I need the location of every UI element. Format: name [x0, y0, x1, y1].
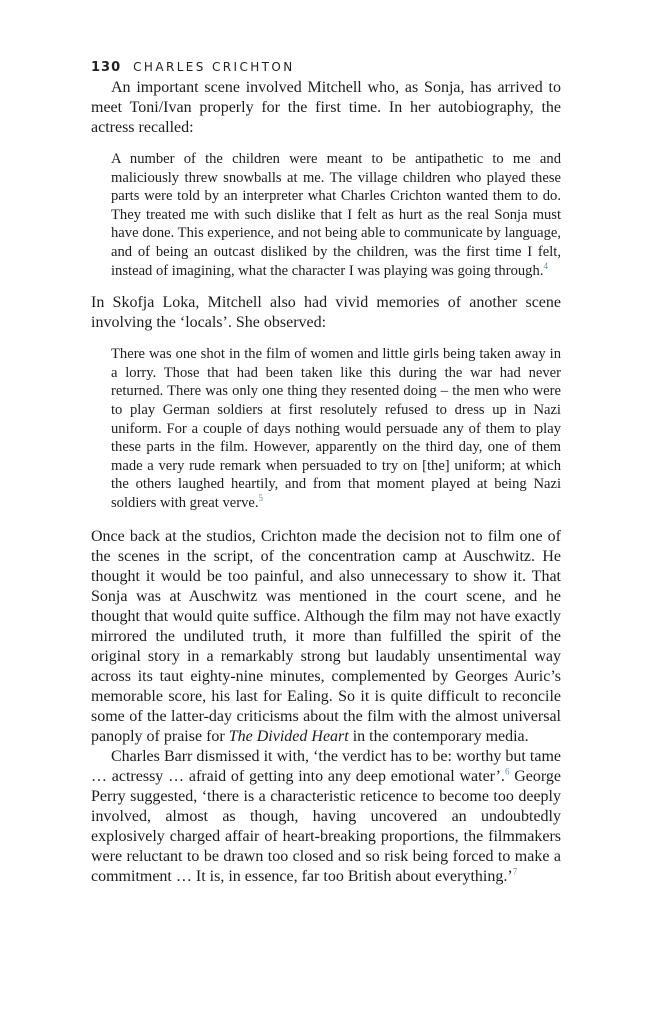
paragraph-critics [91, 747, 561, 887]
paragraph-studios-text-2: in the contemporary media. [348, 727, 529, 745]
paragraph-critics-text-2: George Perry suggested, ‘there is a characteristic reticence to become too deeply involved, almost as though, having uncovered an undoubtedly explosively charged affair of heart-breaking proportions, the filmmakers were reluctant to be drawn too closed and so risk being forced to make a commitment … It is, in essence, far too British about everything.’ [91, 767, 562, 885]
film-title: The Divided Heart [228, 727, 349, 745]
paragraph-intro: An important scene involved Mitchell who, as Sonja, has arrived to meet Toni/Ivan properly for the first time. In her autobiography, the actress recalled: [91, 79, 561, 136]
paragraph-studios [91, 527, 561, 747]
footnote-marker-6: 6 [504, 766, 510, 777]
block-quote-snowballs [111, 150, 561, 280]
running-title: CHARLES CRICHTON [133, 60, 295, 74]
paragraph-critics-text-1: Charles Barr dismissed it with, ‘the verdict has to be: worthy but tame … actressy … afraid of getting into any deep emotional water’. [91, 747, 561, 785]
running-head [91, 56, 561, 78]
block-quote-nazi-uniform [111, 345, 561, 512]
block-quote-nazi-uniform-text: There was one shot in the film of women and little girls being taken away in a lorry. Those that had been taken like this during the war had never returned. There was only one thing they resented doing – the men who were to play German soldiers at first resolutely refused to dress up in Nazi uniform. For a couple of days nothing would persuade any of them to play these parts in the film. However, apparently on the third day, one of them made a very rude remark when persuaded to try on [the] uniform; at which the others laughed heartily, and from that moment played at being Nazi soldiers with great verve. [111, 346, 561, 511]
page-number: 130 [91, 60, 122, 75]
block-quote-snowballs-text: A number of the children were meant to be antipathetic to me and maliciously threw snowballs at me. The village children who played these parts were told by an interpreter what Charles Crichton wanted them to do. They treated me with such dislike that I felt as hurt as the real Sonja must have done. This experience, and not being able to communicate by language, and of being an outcast disliked by the children, was the first time I felt, instead of imagining, what the character I was playing was going through. [111, 151, 561, 279]
paragraph-skofja-loka: In Skofja Loka, Mitchell also had vivid memories of another scene involving the ‘locals’. She observed: [91, 294, 561, 332]
book-page [91, 56, 561, 887]
footnote-marker-5: 5 [258, 493, 264, 504]
paragraph-studios-text-1: Once back at the studios, Crichton made the decision not to film one of the scenes in the script, of the concentration camp at Auschwitz. He thought it would be too painful, and also unnecessary to show it. That Sonja was at Auschwitz was mentioned in the court scene, and he thought that would quite suffice. Although the film may not have exactly mirrored the undiluted truth, it more than fulfilled the spirit of the original story in a remarkably strong but laudably unsentimental way across its taut eighty-nine minutes, complemented by Georges Auric’s memorable score, his last for Ealing. So it is quite difficult to reconcile some of the latter-day criticisms about the film with the almost universal panoply of praise for [91, 527, 561, 745]
footnote-marker-7: 7 [512, 866, 518, 877]
footnote-marker-4: 4 [543, 260, 548, 271]
